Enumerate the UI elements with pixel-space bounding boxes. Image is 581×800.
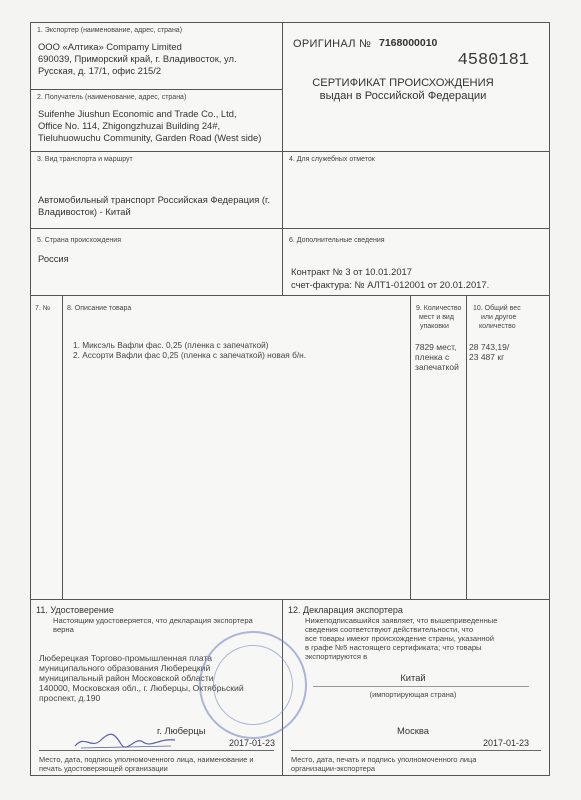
transport-label: 3. Вид транспорта и маршрут [37,156,133,163]
declaration-note-2: сведения соответствуют действительности, что [305,625,474,634]
chamber-line-1: Люберецкая Торгово-промышленная плата [39,653,213,663]
official-use-label: 4. Для служебных отметок [289,156,375,163]
original-number: 7168000010 [379,37,438,49]
origin-country-label: 5. Страна происхождения [37,237,121,244]
certificate-sheet [30,22,550,776]
box-origin-country [31,229,283,296]
chamber-line-5: проспект, д.190 [39,693,101,703]
chamber-line-3: муниципальный район Московской области [39,673,214,683]
transport-line-2: Владивосток) - Китай [38,206,131,217]
weight-header-3: количество [479,323,516,330]
consignee-label: 2. Получатель (наименование, адрес, страна) [37,94,187,101]
header-block [283,23,549,152]
weight-line-1: 28 743,19/ [469,342,510,352]
declaration-note-5: экспортируются в [305,652,368,661]
certification-heading: 11. Удостоверение [36,605,114,615]
goods-col-quantity [411,296,467,600]
origin-country-value: Россия [38,253,69,264]
certificate-subtitle: выдан в Российской Федерации [319,90,487,102]
exporter-label: 1. Экспортер (наименование, адрес, страна) [37,27,183,34]
goods-col-number [31,296,63,600]
declaration-note-1: Нижеподписавшийся заявляет, что вышеприведенные [305,616,498,625]
goods-col-weight [467,296,549,600]
quantity-header-1: 9. Количество [416,305,462,312]
certification-city: г. Люберцы [157,725,206,736]
certification-date: 2017-01-23 [229,738,276,748]
certificate-title: СЕРТИФИКАТ ПРОИСХОЖДЕНИЯ [312,77,494,89]
certification-note-2: верна [53,625,74,634]
transport-line-1: Автомобильный транспорт Российская Федерация (г. [38,194,270,205]
box-exporter [31,23,283,90]
goods-item-2: 2. Ассорти Вафли фас 0,25 (пленка с запечаткой) новая б/н. [73,350,307,360]
quantity-header-3: упаковки [420,323,449,330]
serial-number: 4580181 [457,51,529,70]
exporter-line-3: Русская, д. 17/1, офис 215/2 [38,65,162,76]
box-exporter-declaration [283,600,549,775]
chamber-seal [199,631,307,739]
box-consignee [31,90,283,152]
chamber-line-2: муниципального образования Люберецкий [39,663,211,673]
exporter-line-2: 690039, Приморский край, г. Владивосток, ул. [38,53,237,64]
declaration-note-4: в графе №5 настоящего сертификата; что товары [305,643,482,652]
box-official-use [283,152,549,229]
weight-line-2: 23 487 кг [469,352,505,362]
consignee-line-3: Tieluhuowuchu Community, Garden Road (West side) [38,132,262,143]
quantity-line-3: запечаткой [415,362,459,372]
goods-description-header: 8. Описание товара [67,305,132,312]
declaration-heading: 12. Декларация экспортера [288,605,403,615]
declaration-footer-2: организации-экспортера [291,764,375,773]
declaration-note-3: все товары имеют происхождение страны, указанной [305,634,494,643]
weight-header-1: 10. Общий вес [473,305,521,312]
declaration-footer-1: Место, дата, печать и подпись уполномоченного лица [291,755,477,764]
box-additional-info [283,229,549,296]
importing-country-line [313,686,529,687]
invoice-line: счет-фактура: № АЛТ1-012001 от 20.01.2017. [291,279,490,290]
weight-header-2: или другое [481,314,517,321]
box-transport [31,152,283,229]
goods-item-1: 1. Миксэль Вафли фас. 0,25 (пленка с запечаткой) [73,340,269,350]
declaration-date: 2017-01-23 [483,738,530,748]
certification-signature-line [39,750,274,751]
quantity-line-2: пленка с [415,352,450,362]
quantity-header-2: мест и вид [419,314,454,321]
quantity-line-1: 7829 мест, [415,342,457,352]
declaration-signature-line [291,750,541,751]
exporter-line-1: ООО «Алтика» Compamy Limited [38,41,182,52]
contract-line: Контракт № 3 от 10.01.2017 [291,266,412,277]
importing-country: Китай [400,672,426,683]
goods-col-description [63,296,411,600]
consignee-line-2: Office No. 114, Zhigongzhuzai Building 24#, [38,120,221,131]
certification-footer-1: Место, дата, подпись уполномоченного лица, наименование и [39,755,254,764]
goods-number-header: 7. № [35,305,51,312]
original-label: ОРИГИНАЛ № [293,38,372,50]
certification-footer-2: печать удостоверяющей организации [39,764,168,773]
declaration-city: Москва [396,725,429,736]
additional-info-label: 6. Дополнительные сведения [289,237,385,244]
consignee-line-1: Suifenhe Jiushun Economic and Trade Co., Ltd, [38,108,237,119]
certification-note-1: Настоящим удостоверяется, что декларация экспортера [53,616,253,625]
importing-country-caption: (импортирующая страна) [369,690,457,699]
chamber-line-4: 140000, Московская обл., г. Люберцы, Октябрьский [39,683,244,693]
